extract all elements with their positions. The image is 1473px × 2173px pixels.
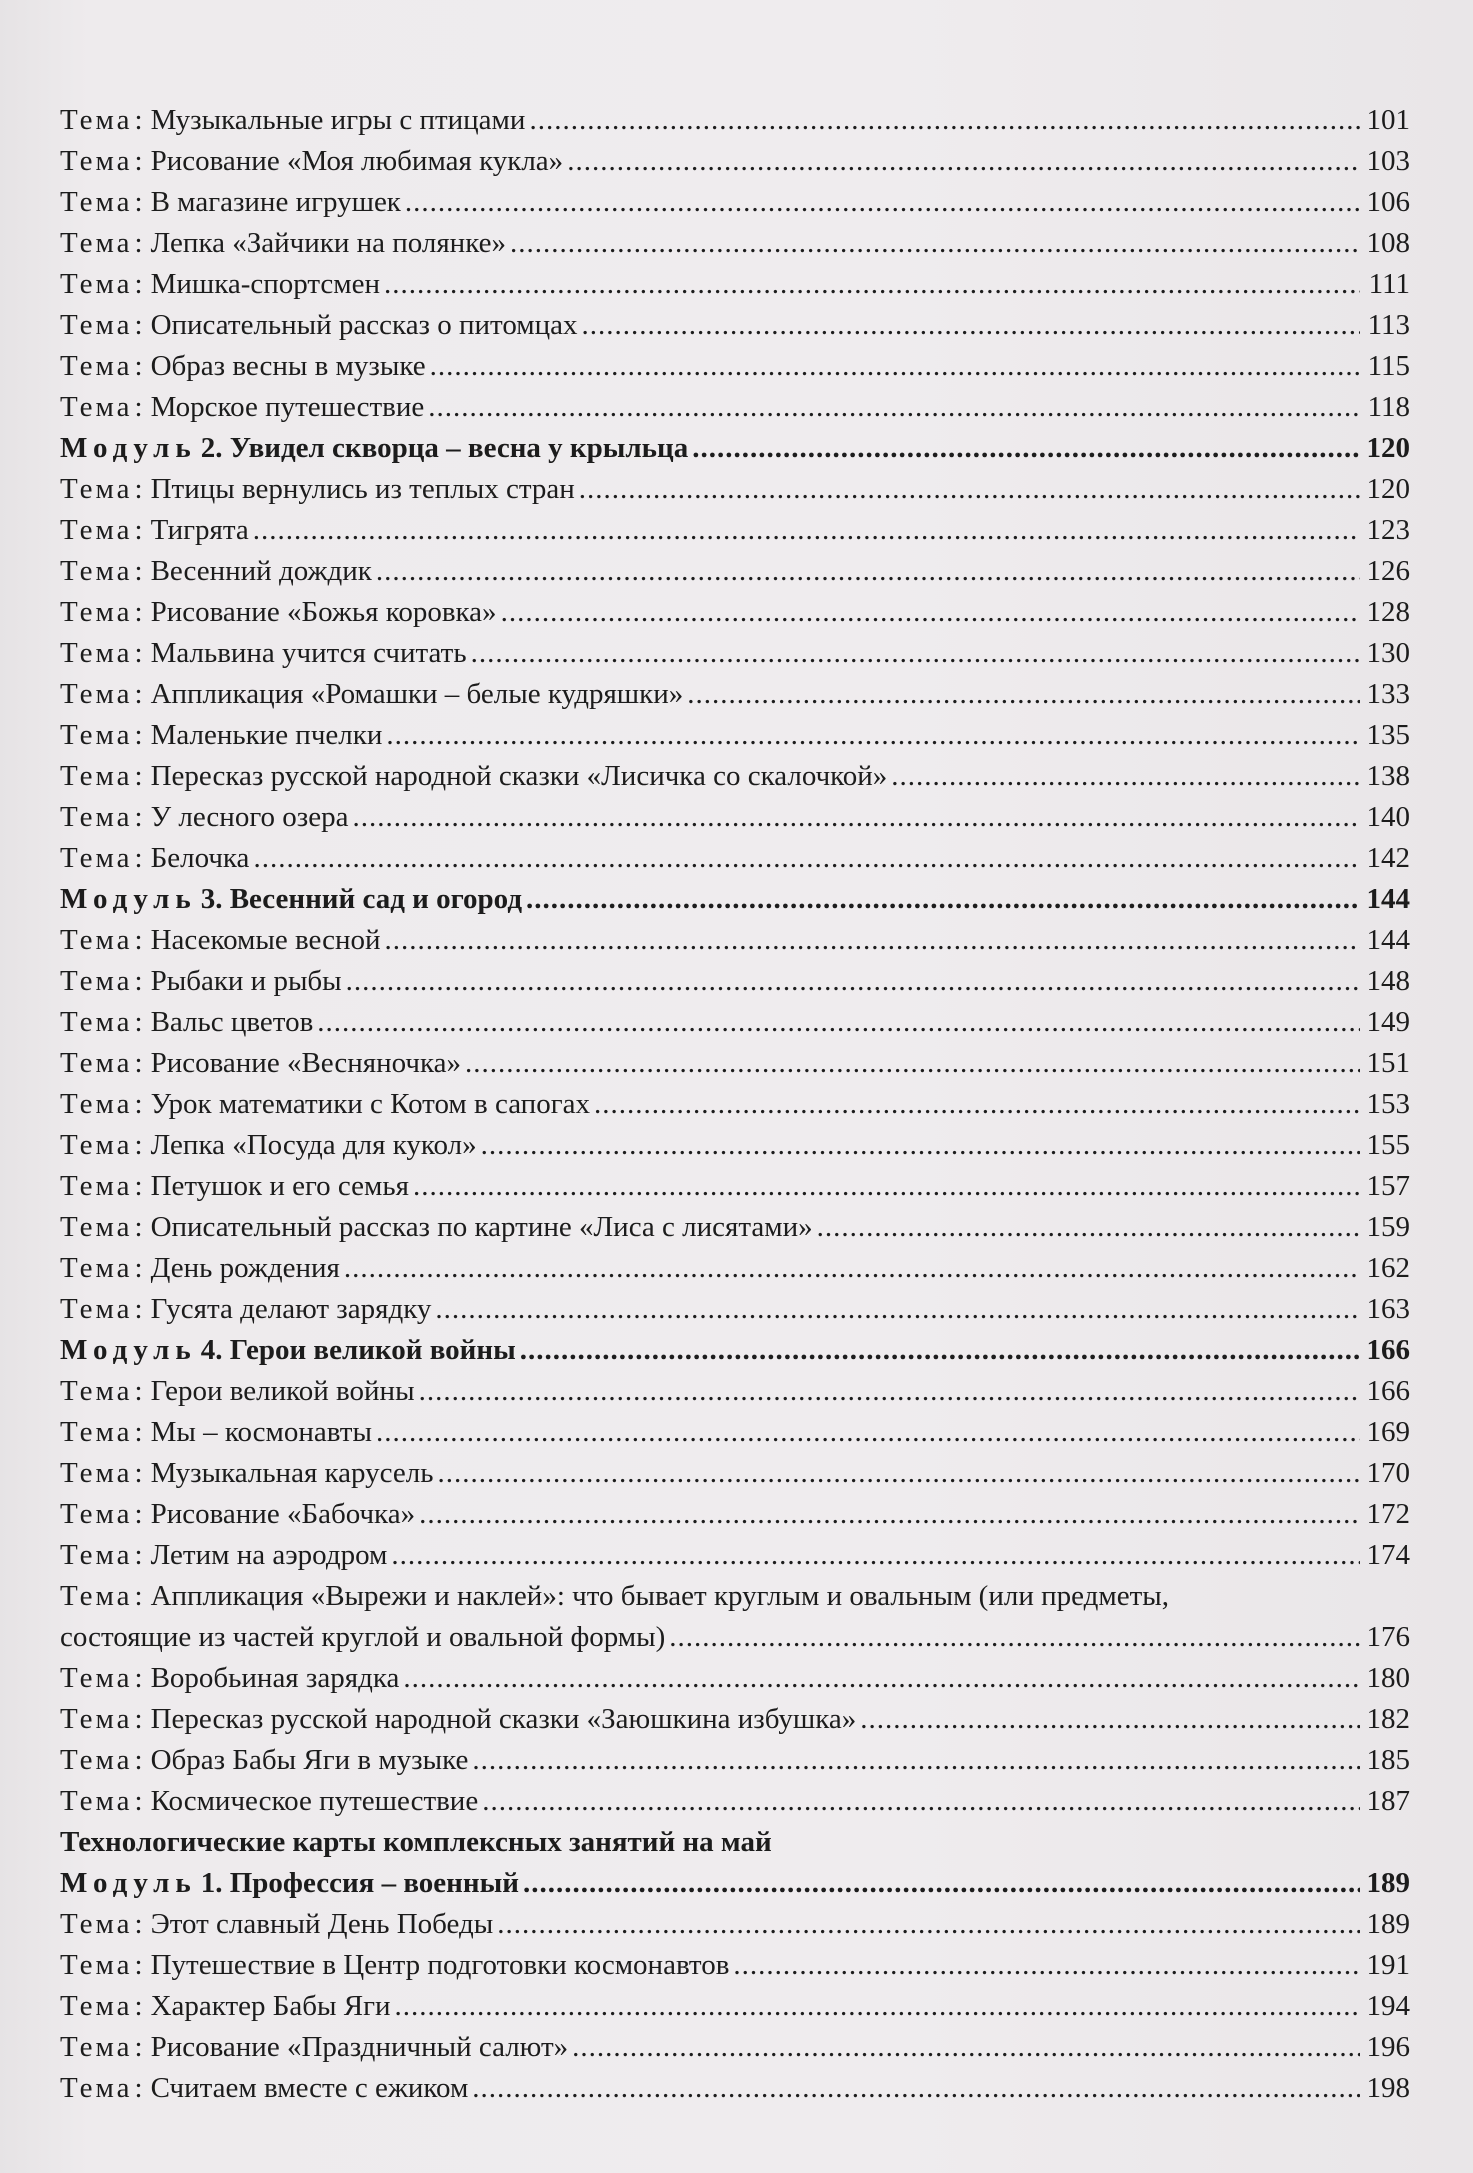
toc-entry-multiline: Тема: Аппликация «Вырежи и наклей»: что бывает круглым и овальным (или предметы, состоящие из частей круглой и овальной формы) ..... 176: [60, 1576, 1410, 1658]
page-number: 191: [1366, 1949, 1410, 1981]
entry-title: Пересказ русской народной сказки «Лисичка со скалочкой»: [150, 760, 888, 792]
toc-entry: Тема : Летим на аэродром ..... 174: [60, 1535, 1410, 1576]
page-number: 166: [1366, 1375, 1410, 1407]
leader-dots: [472, 1740, 1360, 1781]
entry-label: Тема: [60, 924, 133, 956]
toc-entry: Тема : День рождения ..... 162: [60, 1248, 1410, 1289]
entry-title: Морское путешествие: [150, 391, 425, 423]
toc-entry: Тема : Мы – космонавты ..... 169: [60, 1412, 1410, 1453]
page-number: 120: [1366, 473, 1410, 505]
toc-entry: Тема : Характер Бабы Яги ..... 194: [60, 1986, 1410, 2027]
leader-dots: [376, 551, 1360, 592]
entry-title: День рождения: [150, 1252, 340, 1284]
leader-dots: [419, 1371, 1360, 1412]
leader-dots: [437, 1453, 1360, 1494]
toc-entry: Тема : Считаем вместе с ежиком ..... 198: [60, 2068, 1410, 2109]
page-number: 166: [1366, 1334, 1410, 1366]
leader-dots: [481, 1125, 1360, 1166]
entry-title: Воробьиная зарядка: [150, 1662, 400, 1694]
toc-entry: Тема : Описательный рассказ по картине «Лиса с лисятами» ..... 159: [60, 1207, 1410, 1248]
module-label: Модуль: [60, 432, 197, 464]
leader-dots: [428, 387, 1360, 428]
toc-entry: Тема : Урок математики с Котом в сапогах ..... 153: [60, 1084, 1410, 1125]
page-number: 182: [1366, 1703, 1410, 1735]
page-number: 153: [1366, 1088, 1410, 1120]
leader-dots: [572, 2027, 1360, 2068]
page-number: 111: [1368, 268, 1410, 300]
page-number: 176: [1366, 1621, 1410, 1653]
leader-dots: [395, 1986, 1360, 2027]
entry-label: Тема: [60, 760, 133, 792]
entry-label: Тема: [60, 1211, 133, 1243]
entry-title: У лесного озера: [150, 801, 349, 833]
entry-title: Мишка-спортсмен: [150, 268, 381, 300]
toc-entry: Тема : Образ Бабы Яги в музыке ..... 185: [60, 1740, 1410, 1781]
toc-entry: Тема : Тигрята ..... 123: [60, 510, 1410, 551]
module-label: Модуль: [60, 1334, 197, 1366]
leader-dots: [891, 756, 1360, 797]
entry-title: Гусята делают зарядку: [150, 1293, 432, 1325]
leader-dots: [405, 182, 1360, 223]
entry-label: Тема: [60, 1662, 133, 1694]
entry-label: Тема: [60, 2031, 133, 2063]
entry-title: Лепка «Зайчики на полянке»: [150, 227, 506, 259]
page-number: 170: [1366, 1457, 1410, 1489]
leader-dots: [346, 961, 1360, 1002]
entry-label: Тема: [60, 514, 133, 546]
leader-dots: [501, 592, 1360, 633]
entry-title: Описательный рассказ о питомцах: [150, 309, 578, 341]
toc-entry: Тема : Лепка «Зайчики на полянке» ..... 108: [60, 223, 1410, 264]
page-number: 194: [1366, 1990, 1410, 2022]
toc-entry: Тема : Рисование «Бабочка» ..... 172: [60, 1494, 1410, 1535]
page-number: 174: [1366, 1539, 1410, 1571]
leader-dots: [529, 100, 1360, 141]
page-number: 148: [1366, 965, 1410, 997]
entry-label: Тема: [60, 596, 133, 628]
entry-label: Тема: [60, 1088, 133, 1120]
entry-title: Лепка «Посуда для кукол»: [150, 1129, 477, 1161]
page-number: 113: [1367, 309, 1410, 341]
leader-dots: [430, 346, 1360, 387]
toc-entry: Тема : Космическое путешествие ..... 187: [60, 1781, 1410, 1822]
page-number: 185: [1366, 1744, 1410, 1776]
entry-title: Птицы вернулись из теплых стран: [150, 473, 575, 505]
entry-label: Тема: [60, 801, 133, 833]
toc-entry: Тема : Герои великой войны ..... 166: [60, 1371, 1410, 1412]
entry-label: Тема: [60, 1539, 133, 1571]
entry-title: Маленькие пчелки: [150, 719, 383, 751]
toc-entry: Тема : Рисование «Праздничный салют» ..... 196: [60, 2027, 1410, 2068]
entry-title: Путешествие в Центр подготовки космонавтов: [150, 1949, 730, 1981]
leader-dots: [669, 1617, 1360, 1658]
page-number: 155: [1366, 1129, 1410, 1161]
page-number: 115: [1367, 350, 1410, 382]
toc-entry: Тема : Воробьиная зарядка ..... 180: [60, 1658, 1410, 1699]
page-number: 198: [1366, 2072, 1410, 2104]
module-title: 4. Герои великой войны: [200, 1334, 516, 1366]
page-number: 126: [1366, 555, 1410, 587]
toc-entry: Тема : Музыкальная карусель ..... 170: [60, 1453, 1410, 1494]
module-title: 2. Увидел скворца – весна у крыльца: [200, 432, 689, 464]
entry-title: Рисование «Моя любимая кукла»: [150, 145, 564, 177]
toc-entry: Тема : Лепка «Посуда для кукол» ..... 155: [60, 1125, 1410, 1166]
leader-dots: [472, 2068, 1360, 2109]
entry-label: Тема: [60, 1990, 133, 2022]
entry-label: Тема: [60, 227, 133, 259]
entry-title: Вальс цветов: [150, 1006, 314, 1038]
leader-dots: [384, 264, 1360, 305]
page-number: 151: [1366, 1047, 1410, 1079]
leader-dots: [391, 1535, 1360, 1576]
toc-entry: Тема : Гусята делают зарядку ..... 163: [60, 1289, 1410, 1330]
leader-dots: [692, 428, 1360, 469]
page-number: 180: [1366, 1662, 1410, 1694]
page-number: 189: [1366, 1867, 1410, 1899]
page-number: 162: [1366, 1252, 1410, 1284]
table-of-contents: [60, 100, 1410, 2109]
toc-entry: Тема : Описательный рассказ о питомцах ..... 113: [60, 305, 1410, 346]
module-label: Модуль: [60, 883, 197, 915]
page-number: 106: [1366, 186, 1410, 218]
toc-entry: Тема : У лесного озера ..... 140: [60, 797, 1410, 838]
page-number: 140: [1366, 801, 1410, 833]
entry-title: Рисование «Праздничный салют»: [150, 2031, 569, 2063]
leader-dots: [860, 1699, 1360, 1740]
toc-entry: Тема : Маленькие пчелки ..... 135: [60, 715, 1410, 756]
entry-title: Мальвина учится считать: [150, 637, 467, 669]
leader-dots: [482, 1781, 1360, 1822]
entry-title: Летим на аэродром: [150, 1539, 388, 1571]
entry-label: Тема: [60, 391, 133, 423]
toc-entry: Тема : Путешествие в Центр подготовки космонавтов ..... 191: [60, 1945, 1410, 1986]
section-heading: [60, 1822, 1410, 1863]
entry-label: Тема: [60, 1498, 133, 1530]
entry-title: Рыбаки и рыбы: [150, 965, 342, 997]
page-number: 187: [1366, 1785, 1410, 1817]
entry-label: Тема: [60, 1416, 133, 1448]
entry-title: Пересказ русской народной сказки «Заюшкина избушка»: [150, 1703, 857, 1735]
entry-title: Насекомые весной: [150, 924, 381, 956]
toc-entry: Тема : В магазине игрушек ..... 106: [60, 182, 1410, 223]
leader-dots: [497, 1904, 1360, 1945]
toc-entry: Тема : Насекомые весной ..... 144: [60, 920, 1410, 961]
entry-label: Тема: [60, 1170, 133, 1202]
entry-title: Мы – космонавты: [150, 1416, 372, 1448]
entry-label: Тема: [60, 473, 133, 505]
entry-title: Музыкальные игры с птицами: [150, 104, 526, 136]
page-number: 101: [1366, 104, 1410, 136]
page-number: 108: [1366, 227, 1410, 259]
entry-label: Тема: [60, 678, 133, 710]
entry-label: Тема: [60, 145, 133, 177]
entry-label: Тема: [60, 1785, 133, 1817]
leader-dots: [471, 633, 1360, 674]
toc-entry: Тема : Весенний дождик ..... 126: [60, 551, 1410, 592]
toc-entry: Тема : Музыкальные игры с птицами ..... 101: [60, 100, 1410, 141]
leader-dots: [419, 1494, 1360, 1535]
entry-title: Этот славный День Победы: [150, 1908, 494, 1940]
toc-entry: Тема : Петушок и его семья ..... 157: [60, 1166, 1410, 1207]
toc-entry: Тема : Морское путешествие ..... 118: [60, 387, 1410, 428]
entry-title: Музыкальная карусель: [150, 1457, 434, 1489]
leader-dots: [523, 1863, 1360, 1904]
entry-title: Белочка: [150, 842, 250, 874]
entry-label: Тема: [60, 1375, 133, 1407]
module-title: 3. Весенний сад и огород: [200, 883, 522, 915]
entry-label: Тема: [60, 1703, 133, 1735]
page-number: 142: [1366, 842, 1410, 874]
leader-dots: [579, 469, 1360, 510]
module-label: Модуль: [60, 1867, 197, 1899]
leader-dots: [520, 1330, 1360, 1371]
entry-title: Петушок и его семья: [150, 1170, 409, 1202]
page-number: 130: [1366, 637, 1410, 669]
entry-label: Тема: [60, 1047, 133, 1079]
leader-dots: [567, 141, 1360, 182]
entry-title: Аппликация «Ромашки – белые кудряшки»: [150, 678, 684, 710]
entry-title-line2: состоящие из частей круглой и овальной формы): [60, 1621, 666, 1653]
toc-module-entry: [60, 879, 1410, 920]
page-number: 172: [1366, 1498, 1410, 1530]
toc-entry: Тема : Вальс цветов ..... 149: [60, 1002, 1410, 1043]
leader-dots: [526, 879, 1360, 920]
entry-label: Тема: [60, 1949, 133, 1981]
page-number: 196: [1366, 2031, 1410, 2063]
page-number: 169: [1366, 1416, 1410, 1448]
entry-title-line1: Аппликация «Вырежи и наклей»: что бывает круглым и овальным (или предметы,: [150, 1580, 1169, 1612]
entry-label: Тема: [60, 637, 133, 669]
entry-title: Образ Бабы Яги в музыке: [150, 1744, 469, 1776]
page-number: 133: [1366, 678, 1410, 710]
leader-dots: [352, 797, 1360, 838]
entry-label: Тема: [60, 1580, 133, 1612]
leader-dots: [435, 1289, 1360, 1330]
page-number: 103: [1366, 145, 1410, 177]
entry-label: Тема: [60, 104, 133, 136]
entry-title: Рисование «Бабочка»: [150, 1498, 416, 1530]
entry-title: Урок математики с Котом в сапогах: [150, 1088, 590, 1120]
page-number: 149: [1366, 1006, 1410, 1038]
page-number: 128: [1366, 596, 1410, 628]
toc-entry: Тема : Рисование «Божья коровка» ..... 128: [60, 592, 1410, 633]
entry-label: Тема: [60, 842, 133, 874]
entry-title: Весенний дождик: [150, 555, 372, 587]
section-heading-text: Технологические карты комплексных занятий на май: [60, 1826, 772, 1858]
toc-entry: Тема : Этот славный День Победы ..... 189: [60, 1904, 1410, 1945]
leader-dots: [403, 1658, 1360, 1699]
toc-entry: Тема : Мишка-спортсмен ..... 111: [60, 264, 1410, 305]
leader-dots: [510, 223, 1360, 264]
entry-title: Рисование «Божья коровка»: [150, 596, 497, 628]
entry-label: Тема: [60, 1252, 133, 1284]
page-number: 157: [1366, 1170, 1410, 1202]
page-number: 163: [1366, 1293, 1410, 1325]
leader-dots: [385, 920, 1360, 961]
leader-dots: [817, 1207, 1360, 1248]
entry-title: Герои великой войны: [150, 1375, 415, 1407]
page-number: 189: [1366, 1908, 1410, 1940]
toc-entry: Тема : Мальвина учится считать ..... 130: [60, 633, 1410, 674]
entry-label: Тема: [60, 1006, 133, 1038]
entry-label: Тема: [60, 965, 133, 997]
page-number: 138: [1366, 760, 1410, 792]
entry-title: В магазине игрушек: [150, 186, 401, 218]
toc-entry: Тема : Рисование «Моя любимая кукла» ..... 103: [60, 141, 1410, 182]
page-number: 144: [1366, 883, 1410, 915]
entry-label: Тема: [60, 1129, 133, 1161]
toc-entry: Тема : Рыбаки и рыбы ..... 148: [60, 961, 1410, 1002]
leader-dots: [733, 1945, 1360, 1986]
toc-module-entry: [60, 1863, 1410, 1904]
leader-dots: [582, 305, 1360, 346]
entry-title: Описательный рассказ по картине «Лиса с лисятами»: [150, 1211, 813, 1243]
toc-entry: Тема : Рисование «Весняночка» ..... 151: [60, 1043, 1410, 1084]
leader-dots: [376, 1412, 1360, 1453]
entry-title: Рисование «Весняночка»: [150, 1047, 461, 1079]
toc-module-entry: [60, 1330, 1410, 1371]
leader-dots: [317, 1002, 1360, 1043]
toc-entry: Тема : Пересказ русской народной сказки «Заюшкина избушка» ..... 182: [60, 1699, 1410, 1740]
toc-entry: Тема : Образ весны в музыке ..... 115: [60, 346, 1410, 387]
page-number: 135: [1366, 719, 1410, 751]
entry-label: Тема: [60, 309, 133, 341]
module-title: 1. Профессия – военный: [200, 1867, 519, 1899]
entry-label: Тема: [60, 1908, 133, 1940]
toc-entry: Тема : Птицы вернулись из теплых стран ..... 120: [60, 469, 1410, 510]
entry-title: Образ весны в музыке: [150, 350, 426, 382]
leader-dots: [253, 838, 1360, 879]
entry-label: Тема: [60, 1744, 133, 1776]
leader-dots: [344, 1248, 1360, 1289]
page-number: 120: [1366, 432, 1410, 464]
entry-label: Тема: [60, 186, 133, 218]
leader-dots: [594, 1084, 1360, 1125]
entry-label: Тема: [60, 2072, 133, 2104]
leader-dots: [687, 674, 1360, 715]
entry-label: Тема: [60, 350, 133, 382]
toc-module-entry: [60, 428, 1410, 469]
entry-label: Тема: [60, 268, 133, 300]
entry-title: Космическое путешествие: [150, 1785, 479, 1817]
entry-title: Характер Бабы Яги: [150, 1990, 391, 2022]
entry-label: Тема: [60, 719, 133, 751]
page-number: 144: [1366, 924, 1410, 956]
page-number: 159: [1366, 1211, 1410, 1243]
page-number: 123: [1366, 514, 1410, 546]
toc-entry: Тема : Белочка ..... 142: [60, 838, 1410, 879]
leader-dots: [413, 1166, 1360, 1207]
leader-dots: [253, 510, 1360, 551]
entry-label: Тема: [60, 1457, 133, 1489]
page-number: 118: [1367, 391, 1410, 423]
entry-title: Считаем вместе с ежиком: [150, 2072, 469, 2104]
leader-dots: [386, 715, 1360, 756]
toc-entry: Тема : Аппликация «Ромашки – белые кудряшки» ..... 133: [60, 674, 1410, 715]
entry-label: Тема: [60, 1293, 133, 1325]
leader-dots: [465, 1043, 1360, 1084]
toc-entry: Тема : Пересказ русской народной сказки «Лисичка со скалочкой» ..... 138: [60, 756, 1410, 797]
entry-label: Тема: [60, 555, 133, 587]
entry-title: Тигрята: [150, 514, 249, 546]
